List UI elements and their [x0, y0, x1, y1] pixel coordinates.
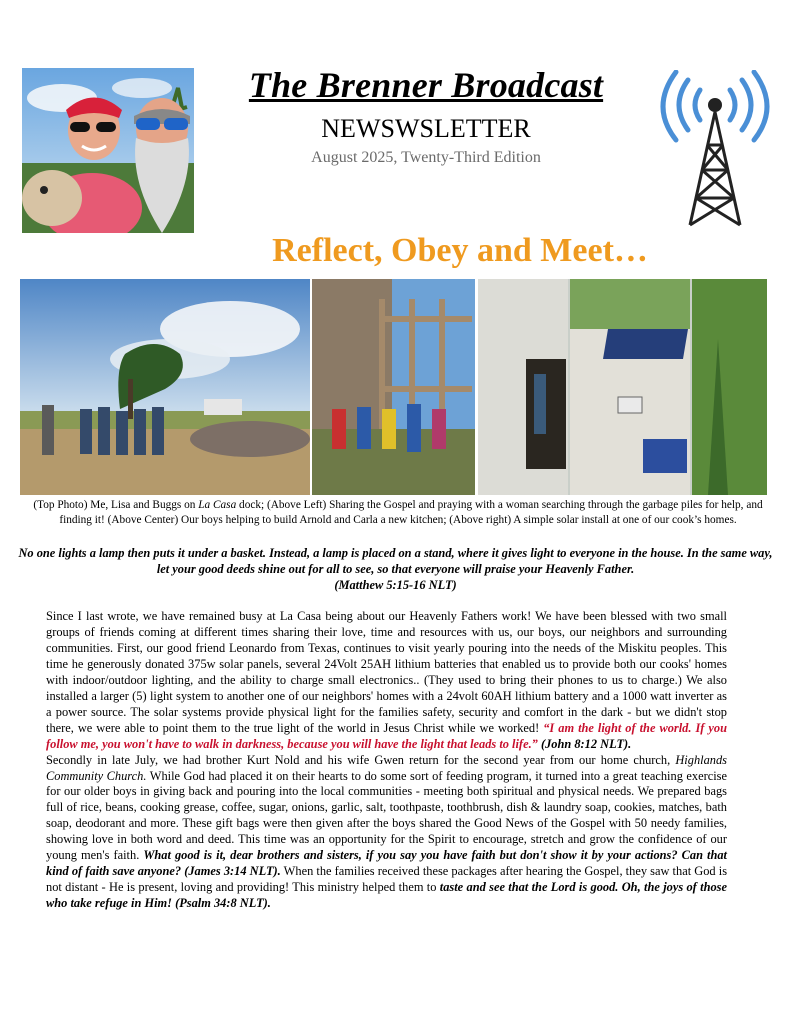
james-verse: What good is it, dear brothers and sisters, if you say you have faith but don't show it by your actions? Can that kind of faith save anyone? (James 3:14 NLT). — [46, 848, 727, 879]
radio-tower-icon — [660, 70, 770, 230]
church-name: Highlands Community Church. — [46, 752, 727, 783]
john-reference: (John 8:12 NLT). — [537, 736, 632, 751]
p2-text-a: Secondly in late July, we had brother Kurt Nold and his wife Gwen return for the second year from our home church, — [46, 752, 676, 767]
headline: Reflect, Obey and Meet… — [272, 232, 648, 269]
photo-kitchen-build — [312, 279, 475, 495]
john-quote: “I am the light of the world. If you follow me, you won't have to walk in darkness, because you will have the light that leads to life.” — [46, 720, 727, 751]
caption-part1: (Top Photo) Me, Lisa and Buggs on — [33, 499, 199, 511]
couple-photo — [22, 68, 194, 233]
photo-garbage-pile-prayer — [20, 279, 310, 495]
article-body — [46, 609, 727, 912]
edition-line: August 2025, Twenty-Third Edition — [311, 149, 541, 166]
verse-text: No one lights a lamp then puts it under a basket. Instead, a lamp is placed on a stand, where it gives light to everyone in the house. In the same way, let your good deeds shine out for all to see, so that everyone will praise your Heavenly Father. — [18, 546, 773, 576]
p2-text-c: When the families received these packages after hearing the Gospel, they saw that God is not distant - He is present, loving and providing! This ministry helped them to — [46, 864, 728, 895]
key-verse — [12, 545, 779, 593]
photo-caption — [28, 498, 768, 528]
p2-text-b: While God had placed it on their hearts to do some sort of feeding program, it turned into a great teaching exercise for our older boys in giving back and pouring into the local communities - meeting both spiritual and physical needs. We prepared bags full of rice, beans, cooking grease, coffee, sugar, onions, garlic, salt, toothpaste, toothbrush, dish & laundry soap, cookies, matches, bath soap, deodorant and more. These gift bags were then given after the boys shared the Good News of the Gospel with 50 needy families, showing love in both word and deed. This time was an opportunity for the Spirit to encourage, stretch and grow the confidence of our young men's faith. — [46, 768, 727, 863]
newsletter-subtitle: NEWSWSLETTER — [321, 114, 531, 143]
paragraph-2 — [46, 753, 727, 913]
verse-reference: (Matthew 5:15-16 NLT) — [334, 578, 457, 592]
caption-la-casa: La Casa — [198, 499, 237, 511]
caption-part2: dock; (Above Left) Sharing the Gospel and praying with a woman searching through the garbage piles for help, and finding it! (Above Center) Our boys helping to build Arnold and Carla a new kitchen; (Above right) A simple solar install at one of our cook’s homes. — [59, 499, 763, 526]
newsletter-title: The Brenner Broadcast — [248, 65, 604, 105]
paragraph-1 — [46, 609, 727, 753]
photo-solar-install — [478, 279, 767, 495]
p1-text: Since I last wrote, we have remained busy at La Casa being about our Heavenly Fathers work! We have been blessed with two small groups of friends coming at different times sharing their love, time and resources with us, our boys, our neighbors and surrounding communities. First, our good friend Leonardo from Texas, continues to visit yearly pouring into the needs of the Miskitu peoples. This time he generously donated 375w solar panels, several 24Volt 25AH lithium batteries that enabled us to provide both our cooks' homes with indoor/outdoor lighting, and the ability to charge small electronics.. (They used to bring their phones to us to charge.) We also installed a larger (5) light system to another one of our neighbors' homes with a 24volt 60AH lithium battery and a 1000 watt inverter as a power source. The solar systems provide physical light for the families safety, security and comfort in the dark - but we didn't stop there, we were able to point them to the true light of the world in Jesus Christ while we worked! — [46, 609, 727, 735]
psalm-verse: taste and see that the Lord is good. Oh, the joys of those who take refuge in Him! (Psalm 34:8 NLT). — [46, 880, 728, 911]
